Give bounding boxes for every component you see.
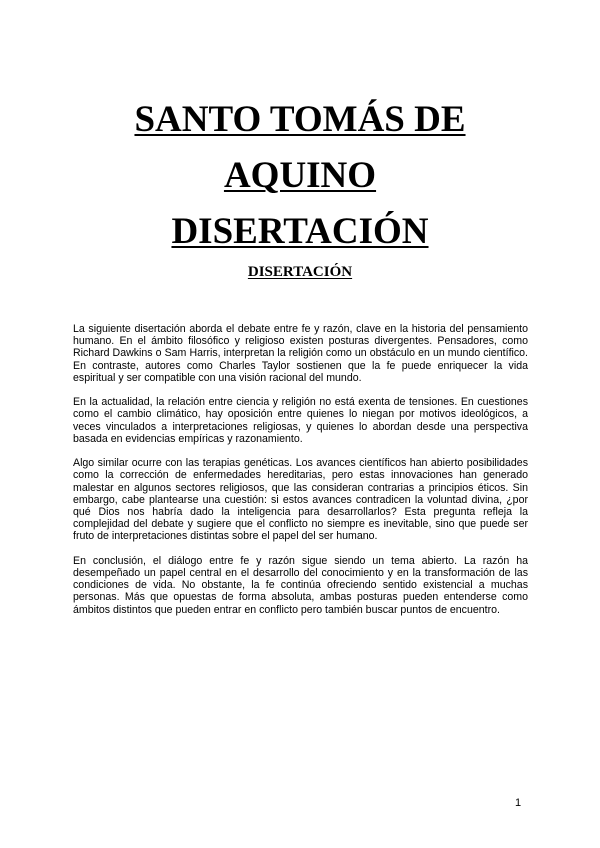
title-line-1: SANTO TOMÁS DE <box>134 99 466 140</box>
paragraph-2: En la actualidad, la relación entre ciencia y religión no está exenta de tensiones. En cuestiones como el cambio climático, hay oposición entre quienes lo niegan por motivos ideológicos, a veces vinculados a interpretaciones religiosas, y quienes lo abordan desde una perspectiva basada en evidencias empíricas y razonamiento. <box>73 396 528 445</box>
title-line-3: DISERTACIÓN <box>171 211 429 252</box>
section-heading: DISERTACIÓN <box>247 264 353 280</box>
body-text <box>73 323 528 628</box>
paragraph-1: La siguiente disertación aborda el debate entre fe y razón, clave en la historia del pensamiento humano. En el ámbito filosófico y religioso existen posturas divergentes. Pensadores, como Richard Dawkins o Sam Harris, interpretan la religión como un obstáculo en un mundo científico. En contraste, autores como Charles Taylor sostienen que la fe puede enriquecer la vida espiritual y ser compatible con una visión racional del mundo. <box>73 323 528 384</box>
paragraph-4: En conclusión, el diálogo entre fe y razón sigue siendo un tema abierto. La razón ha desempeñado un papel central en el desarrollo del conocimiento y en la transformación de las condiciones de vida. No obstante, la fe continúa ofreciendo sentido existencial a muchas personas. Más que opuestas de forma absoluta, ambas posturas pueden entenderse como ámbitos distintos que pueden entrar en conflicto pero también buscar puntos de encuentro. <box>73 554 528 616</box>
document-title <box>0 92 600 260</box>
title-line-2: AQUINO <box>223 155 377 196</box>
paragraph-3: Algo similar ocurre con las terapias genéticas. Los avances científicos han abierto posibilidades como la corrección de enfermedades hereditarias, pero estas innovaciones han generado malestar en algunos sectores religiosos, que las consideran contrarias a principios éticos. Sin embargo, cabe plantearse una cuestión: si estos avances contradicen la voluntad divina, ¿por qué Dios nos habría dado la inteligencia para desarrollarlos? Esta pregunta refleja la complejidad del debate y sugiere que el conflicto no siempre es inevitable, sino que puede ser fruto de interpretaciones distintas sobre el papel del ser humano. <box>73 457 528 543</box>
page-number: 1 <box>515 797 522 809</box>
